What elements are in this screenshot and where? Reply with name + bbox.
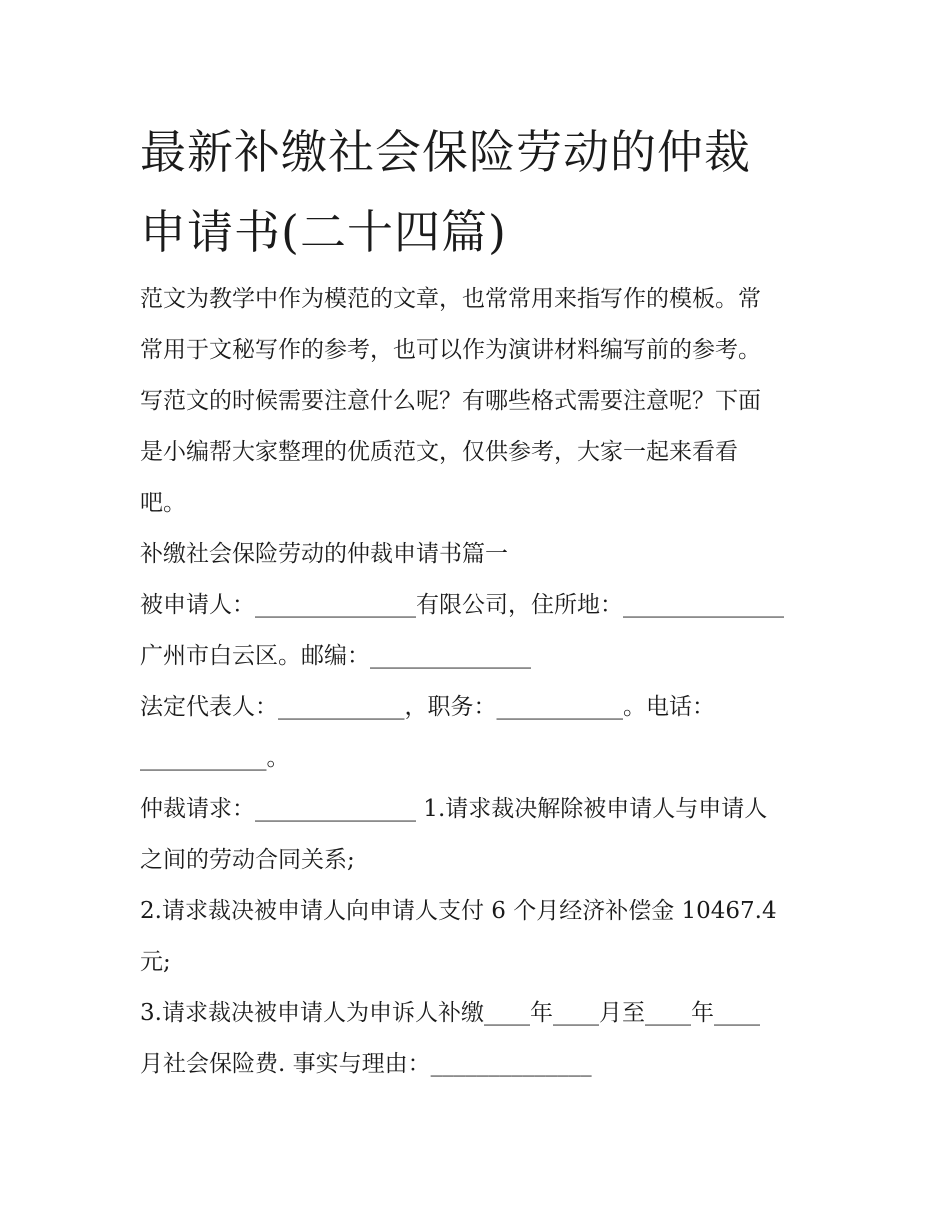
intro-line-1: 范文为教学中作为模范的文章，也常常用来指写作的模板。常 bbox=[140, 286, 761, 312]
body-line-8: 元; bbox=[140, 949, 171, 975]
document-title bbox=[140, 112, 820, 272]
body-line-7: 2.请求裁决被申请人向申请人支付 6 个月经济补偿金 10467.4 bbox=[140, 898, 777, 924]
intro-line-5: 吧。 bbox=[140, 490, 186, 516]
intro-line-4: 是小编帮大家整理的优质范文，仅供参考，大家一起来看看 bbox=[140, 439, 738, 465]
title-line-2: 申请书(二十四篇) bbox=[140, 205, 507, 259]
title-line-1: 最新补缴社会保险劳动的仲裁 bbox=[140, 125, 751, 179]
body-line-6: 之间的劳动合同关系; bbox=[140, 847, 355, 873]
body-line-1: 被申请人：______________有限公司，住所地：______________ bbox=[140, 592, 784, 618]
body-line-3: 法定代表人：___________，职务：___________。电话： bbox=[140, 694, 715, 720]
body-line-4: ___________。 bbox=[140, 745, 290, 771]
intro-line-3: 写范文的时候需要注意什么呢？有哪些格式需要注意呢？下面 bbox=[140, 388, 761, 414]
body-line-5: 仲裁请求：______________ 1.请求裁决解除被申请人与申请人 bbox=[140, 796, 768, 822]
body-line-2: 广州市白云区。邮编：______________ bbox=[140, 643, 531, 669]
intro-line-2: 常用于文秘写作的参考，也可以作为演讲材料编写前的参考。 bbox=[140, 337, 761, 363]
section-heading: 补缴社会保险劳动的仲裁申请书篇一 bbox=[140, 541, 508, 567]
body-line-10: 月社会保险费. 事实与理由：______________ bbox=[140, 1051, 592, 1077]
body-line-9: 3.请求裁决被申请人为申诉人补缴____年____月至____年____ bbox=[140, 1000, 760, 1026]
